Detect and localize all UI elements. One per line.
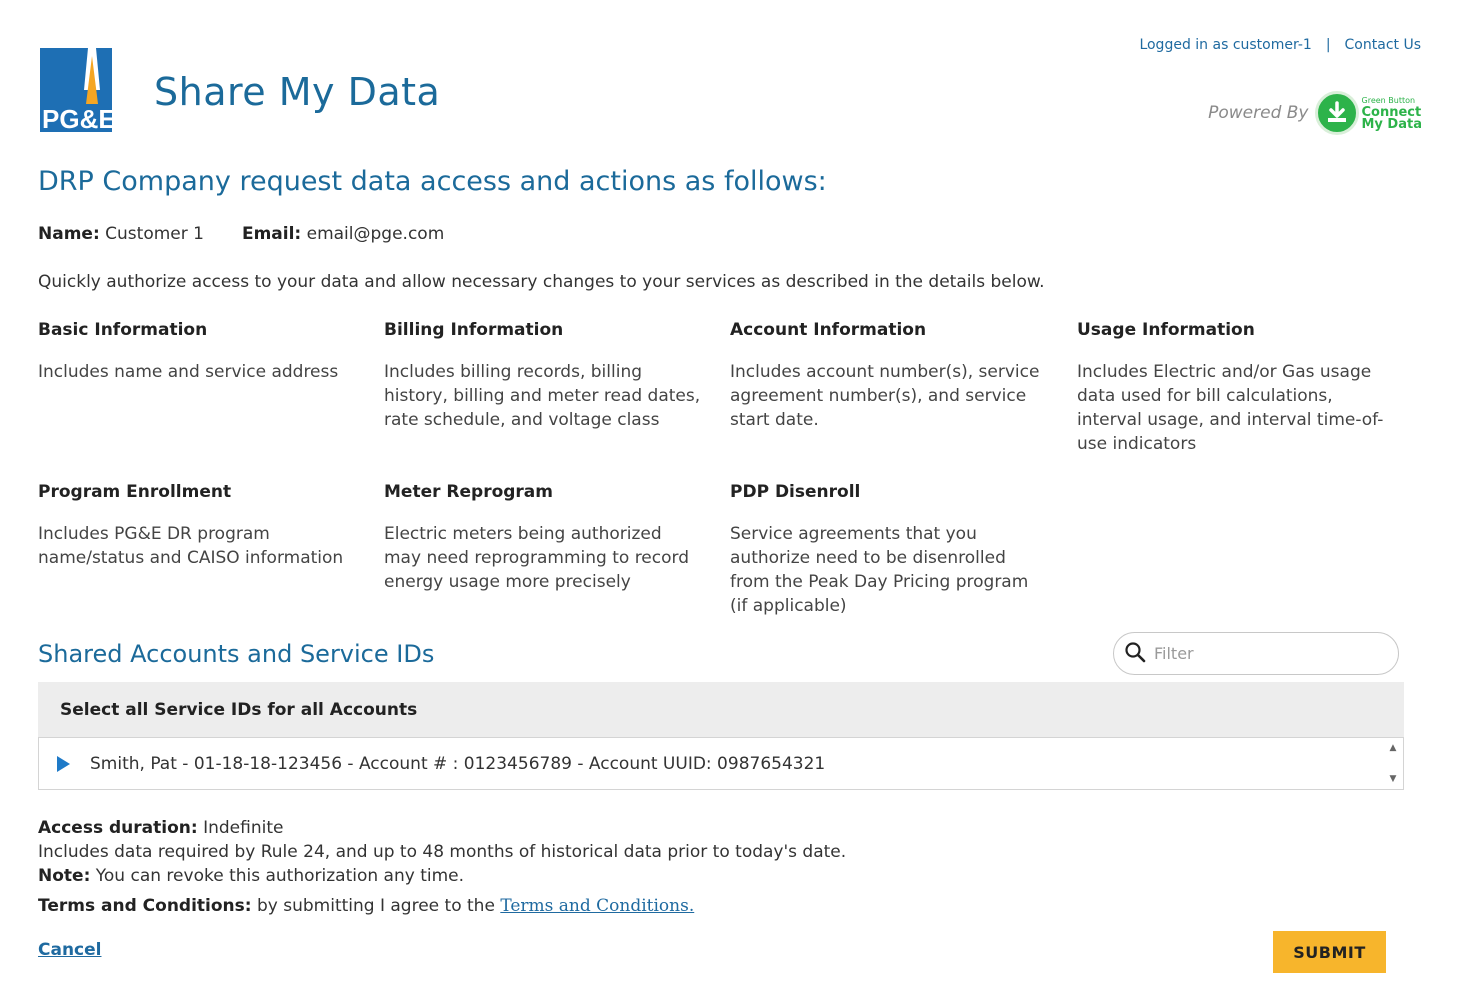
scroll-down-icon[interactable]: ▼ (1389, 774, 1397, 784)
category-basic-information: Basic Information Includes name and service address (38, 320, 339, 382)
category-account-information: Account Information Includes account number(s), service agreement number(s), and service start date. (730, 320, 1040, 430)
select-all-service-ids[interactable]: Select all Service IDs for all Accounts (38, 682, 1404, 737)
scroll-up-icon[interactable]: ▲ (1389, 743, 1397, 753)
terms-line: Terms and Conditions: by submitting I agree to the Terms and Conditions. (38, 896, 695, 916)
powered-by-label: Powered By (1208, 103, 1309, 123)
category-meter-reprogram: Meter Reprogram Electric meters being authorized may need reprogramming to record energy usage more precisely (384, 482, 689, 592)
green-button-logo: Green Button Connect My Data (1361, 96, 1422, 132)
category-program-enrollment: Program Enrollment Includes PG&E DR program name/status and CAISO information (38, 482, 344, 568)
svg-text:PG&E: PG&E (42, 104, 112, 132)
category-billing-information: Billing Information Includes billing records, billing history, billing and meter read dates, rate schedule, and voltage class (384, 320, 701, 430)
customer-identity (38, 224, 444, 244)
scrollbar[interactable] (1383, 738, 1403, 789)
download-icon (1315, 91, 1359, 135)
link-separator: | (1325, 37, 1331, 53)
filter-input[interactable] (1154, 644, 1374, 663)
name-field: Name: Customer 1 (38, 224, 204, 244)
contact-us-link[interactable]: Contact Us (1344, 37, 1421, 53)
filter-box[interactable] (1113, 632, 1399, 675)
submit-button[interactable]: SUBMIT (1273, 931, 1386, 973)
powered-by (1208, 91, 1422, 135)
access-info (38, 816, 846, 918)
app-title: Share My Data (154, 70, 441, 114)
expand-triangle-icon[interactable] (57, 756, 70, 772)
pge-logo (40, 48, 112, 132)
account-label: Smith, Pat - 01-18-18-123456 - Account # : 0123456789 - Account UUID: 0987654321 (90, 753, 826, 774)
intro-text: Quickly authorize access to your data and allow necessary changes to your services as described in the details below. (38, 272, 1045, 292)
category-usage-information: Usage Information Includes Electric and/or Gas usage data used for bill calculations, interval usage, and interval time-of-use indicators (1077, 320, 1384, 454)
terms-link[interactable]: Terms and Conditions. (500, 896, 695, 916)
cancel-link[interactable]: Cancel (38, 940, 102, 960)
access-duration: Access duration: Indefinite (38, 818, 284, 838)
top-links (1139, 37, 1421, 53)
account-row[interactable] (38, 737, 1404, 790)
logged-in-label: Logged in as customer-1 (1139, 37, 1312, 53)
request-title: DRP Company request data access and actions as follows: (38, 166, 827, 197)
search-icon (1124, 641, 1146, 667)
access-includes: Includes data required by Rule 24, and up to 48 months of historical data prior to today's date. (38, 842, 847, 862)
shared-accounts-title: Shared Accounts and Service IDs (38, 640, 435, 668)
access-note: Note: You can revoke this authorization any time. (38, 866, 465, 886)
category-pdp-disenroll: PDP Disenroll Service agreements that you authorize need to be disenrolled from the Peak Day Pricing program (if applicable) (730, 482, 1029, 616)
email-field: Email: email@pge.com (241, 224, 445, 244)
